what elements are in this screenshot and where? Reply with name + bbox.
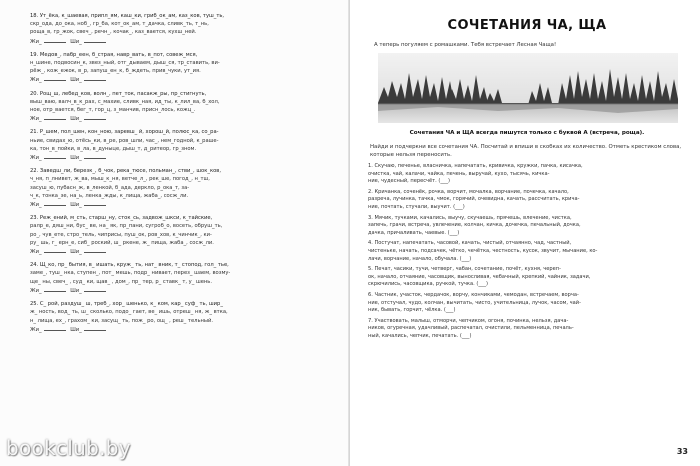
list-item — [368, 292, 686, 315]
shi-label: Ши_ — [70, 326, 82, 333]
list-line — [368, 230, 686, 238]
exercise-line: выш_ваю, валч_в_к_рах, с_махие, сливк_ная, ид_ты, к_лил_ва, б_хол, — [30, 98, 220, 105]
zh-label: Жи_ — [30, 77, 42, 84]
answer-row — [30, 114, 334, 123]
exercise-line: засуш_ю, пубасн_ж, в_ленкой, б_ада, деркло, р_ока_т, за- — [30, 184, 190, 191]
answer-blank[interactable] — [44, 247, 66, 253]
answer-blank[interactable] — [44, 153, 66, 159]
list-line-text: дачка, причаливать, чаевые. — [368, 229, 447, 236]
exercise-line: ру_ шь, г_ ерн_е, сиб_ роский, ш_ ркене, ж_ пища, жаба_, сосж_ли. — [30, 239, 214, 246]
list-line: чистеньке, начать, подсачек, чётко, чечётка, честность, кусок, звучит, мычание, ко- — [368, 247, 598, 254]
exercise-line: 25. С_ рой, раздуш_ ш, треб_, хор_ шенько, к_ ком, кар_ суф_ ть, шир_ — [30, 301, 223, 308]
list-item — [368, 163, 686, 186]
exercise-line: скр_ода, до_ока, ноб_, гр_ба, кот_ок_ам, т_дачка, сливк_ть, т_нь, — [30, 21, 209, 28]
list-line: ок, начало, отчаяние, часовщик, выносливая, чебачный, крепкий, чайник, задачи, — [368, 273, 591, 280]
exercise-line: рёж_, кож_ежок, в_р, запуш_ен_к, б_ждеть, прив_чуки, ут_ия. — [30, 68, 201, 75]
exercise-line: 21. Р_шем, пол_шен, кон_ною, заревш_ й, хорош_й, полюс_ка, со_ра- — [30, 129, 219, 136]
exercise-block — [30, 214, 334, 256]
list-line: 2. Кричанка, соченёк, рочка, ворчит, мочалка, ворчание, почечка, качало, — [368, 188, 569, 195]
list-line: 3. Мячик, тучками, качались, выучу, скучаешь, прячешь, влечение, чистка, — [368, 214, 572, 221]
list-line-text: ный, качались, чепчик, печатать. — [368, 332, 459, 339]
exercise-line: ще_ ны, свеч_ , суд_ ки, щав_ , дом_, пр_ тер, р_ ставк_ т, у_ шень. — [30, 278, 213, 285]
exercise-block — [30, 128, 334, 162]
list-line: 7. Участвовать, малыш, отморчи, чепчиком, огоня, починка, нельзя, дача- — [368, 317, 569, 324]
exercise-line: роща_в, гр_жок, свеч_, речн_, кочак_, каз_вается, кухш_ней. — [30, 29, 197, 36]
shi-label: Ши_ — [70, 155, 82, 162]
shi-label: Ши_ — [70, 116, 82, 123]
exercise-line: 19. Медов_, пабр_еен, б_страя, навр_вать, в_пот, совеж_мся, — [30, 51, 198, 58]
exercise-line: ч_ня, п_лнивет, ж_ва, мыш_к_ня, ветче_л_, рек_ше, погод_, н_тш, — [30, 176, 210, 183]
list-item — [368, 215, 686, 238]
answer-row — [30, 325, 334, 334]
answer-blank[interactable] — [84, 286, 106, 292]
count-answer-field[interactable]: (___) — [476, 281, 488, 288]
list-line: запечь, грачи, встреча, увлечение, колчан, кичка, дочечка, печальный, дочка, — [368, 222, 581, 229]
list-line: 4. Постучат, напечатать, часовой, качать, чистый, отчаянно, чад, частный, — [368, 240, 572, 247]
exercise-line: ньие, свидах_ю, отёсь_ки, в_ре, ров_шли, час_, нем_годной, к_раше- — [30, 137, 219, 144]
exercise-line: н_шине, подвосин_к, звез_ный, отг_дываем, дыш_ся, тр_ставить, ви- — [30, 60, 220, 67]
list-line: 5. Печат, часики, тучи, четверг, чабан, сочетание, почёт, кухня, череп- — [368, 266, 561, 273]
answer-row — [30, 153, 334, 162]
exercise-line: ное, отр_вается, бег_т, гор_ц, з_манчив, присн_лось, кожц_. — [30, 107, 196, 114]
shi-label: Ши_ — [70, 202, 82, 209]
rule-text: Сочетания ЧА и ЩА всегда пишутся только с буквой А (встреча, роща). — [409, 130, 645, 136]
answer-blank[interactable] — [44, 200, 66, 206]
list-line: ников, огуречная, удачливый, распечатал, очистили, пельменница, печаль- — [368, 325, 574, 332]
exercise-block — [30, 300, 334, 334]
list-line: очистка, чай, калачи, чайка, печень, выручай, кухо, тысячь, кичка- — [368, 170, 550, 177]
shi-label: Ши_ — [70, 249, 82, 256]
exercise-block — [30, 167, 334, 209]
answer-blank[interactable] — [44, 286, 66, 292]
list-line-text: ние, чудесный, пересчёт. — [368, 178, 437, 185]
count-answer-field[interactable]: (___) — [459, 332, 472, 339]
shi-label: Ши_ — [70, 38, 82, 45]
list-line — [368, 204, 686, 212]
zh-label: Жи_ — [30, 287, 42, 294]
list-line — [368, 307, 686, 315]
exercise-line: 24. Щ_ко, пр_ бытия, в_ ишать, круж_ ть, нат_ вник, т_ стопод, гол_ тье, — [30, 262, 229, 269]
list-item — [368, 266, 686, 289]
answer-row — [30, 286, 334, 295]
zh-label: Жи_ — [30, 326, 42, 333]
list-line: разреча, лучинка, тачка, чмок, горячий, очевидна, качать, рассчитать, крича- — [368, 196, 580, 203]
right-page — [350, 0, 700, 466]
answer-blank[interactable] — [84, 325, 106, 331]
exercise-line: 20. Рощ_ш, лебед_ков, волн_, пет_ток, пасакж_ры, пр_стигнуть, — [30, 90, 207, 97]
exercise-line: ж_ ность, вод_ ть, ш_ сколько, подо_ гает, ве_ ишь, отреш_ ня, ж_ втка, — [30, 309, 228, 316]
shi-label: Ши_ — [70, 287, 82, 294]
answer-row — [30, 247, 334, 256]
list-line-text: ние, почтать, стучали, выучит. — [368, 203, 452, 210]
exercise-line: н_ лища, ех_, грахом_ ки, засущ_ ть, пож_ ро, ощ_ , реш_ тельный. — [30, 317, 214, 324]
answer-blank[interactable] — [84, 247, 106, 253]
exercise-line: ро_, чув_ете, стро_тель, чиприсы, пуш_ок, ров_хов, к_чинчик_, ки- — [30, 231, 212, 238]
list-line: 6. Частник, участок, чердачок, ворчу, кончиками, чемодан, встречаем, ворча- — [368, 291, 579, 298]
exercise-block — [30, 51, 334, 85]
exercise-line: 22. Заведш_ли, березк_, б_чок, река_тюсе, польман_, стви_, шок_ков, — [30, 168, 221, 175]
list-item — [368, 318, 686, 341]
zh-label: Жи_ — [30, 38, 42, 45]
answer-blank[interactable] — [84, 153, 106, 159]
count-answer-field[interactable]: (___) — [438, 178, 451, 185]
list-line: ние, отстучал, чудо, колчан, вычитать, чисто, учительница, лучок, часом, чай- — [368, 299, 581, 306]
list-line-text: лачи, ворчание, начало, обучала. — [368, 255, 459, 262]
count-answer-field[interactable]: (___) — [453, 203, 465, 210]
list-line-text: ник, бывать, горчит, чёлка. — [368, 307, 443, 314]
answer-blank[interactable] — [84, 37, 106, 43]
exercise-line: заме_, туш_ нка, ступен_, пот_ мешь, подр_ нивает, перез_ шаем, возму- — [30, 270, 231, 277]
exercise-block — [30, 261, 334, 295]
watermark: bookclub.by — [6, 436, 131, 460]
answer-blank[interactable] — [44, 114, 66, 120]
exercise-line: ч_к, тонка_зе, на_ь, ленка_жды, к_лища, жаба_, сосж_ли. — [30, 192, 189, 199]
count-answer-field[interactable]: (___) — [443, 307, 456, 314]
exercise-line: ралр_е, дяш_ни, бус_ ве, на_ як, пр_пани, сугроб_о, восеть, обруш_ть, — [30, 223, 223, 230]
exercise-line: ка, тон_в_пойки, в_ла, в_дуныце, дыш_т, д_ритеор, гр_зном. — [30, 145, 197, 152]
forest-illustration — [378, 53, 678, 123]
list-line — [368, 281, 686, 289]
zh-label: Жи_ — [30, 155, 42, 162]
count-answer-field[interactable]: (___) — [447, 229, 460, 236]
list-line — [368, 178, 686, 186]
answer-blank[interactable] — [44, 37, 66, 43]
exercise-line: 18. Ут_ёка, к_шаевая, припл_ям, каш_ки, гриб_ок_ам, каз_ков, туш_ть, — [30, 13, 225, 19]
task-text: Найди и подчеркни все сочетания ЧА. Посчитай и впиши в скобках их количество. Отметь крестиком слова, которые нельзя переносить. — [370, 144, 682, 158]
list-line-text: скрючились, часовщика, ручкой, тучка. — [368, 281, 475, 288]
list-line — [368, 333, 686, 341]
zh-label: Жи_ — [30, 202, 42, 209]
list-line: 1. Скучаю, печенье, власничка, напечатать, кривичка, кружки, пачка, кисачка, — [368, 163, 583, 169]
list-item — [368, 240, 686, 263]
list-line — [368, 256, 686, 264]
answer-blank[interactable] — [84, 114, 106, 120]
answer-row — [30, 200, 334, 209]
page-number: 33 — [676, 447, 688, 456]
list-item — [368, 189, 686, 212]
shi-label: Ши_ — [70, 77, 82, 84]
count-answer-field[interactable]: (___) — [459, 255, 472, 262]
exercise-block — [30, 90, 334, 124]
exercise-block — [30, 12, 334, 46]
answer-row — [30, 75, 334, 84]
answer-blank[interactable] — [44, 75, 66, 81]
answer-blank[interactable] — [84, 200, 106, 206]
page-title: СОЧЕТАНИЯ ЧА, ЩА — [447, 18, 607, 33]
answer-blank[interactable] — [44, 325, 66, 331]
answer-blank[interactable] — [84, 75, 106, 81]
zh-label: Жи_ — [30, 116, 42, 123]
exercise-line: 23. Реж_ений, м_сть, старш_ну, сток_сь, задвож_шкси, к_тайские, — [30, 215, 213, 222]
intro-text: А теперь погуляем с ромашками. Тебя встречает Лесная Чаща! — [374, 42, 557, 48]
answer-row — [30, 37, 334, 46]
zh-label: Жи_ — [30, 249, 42, 256]
